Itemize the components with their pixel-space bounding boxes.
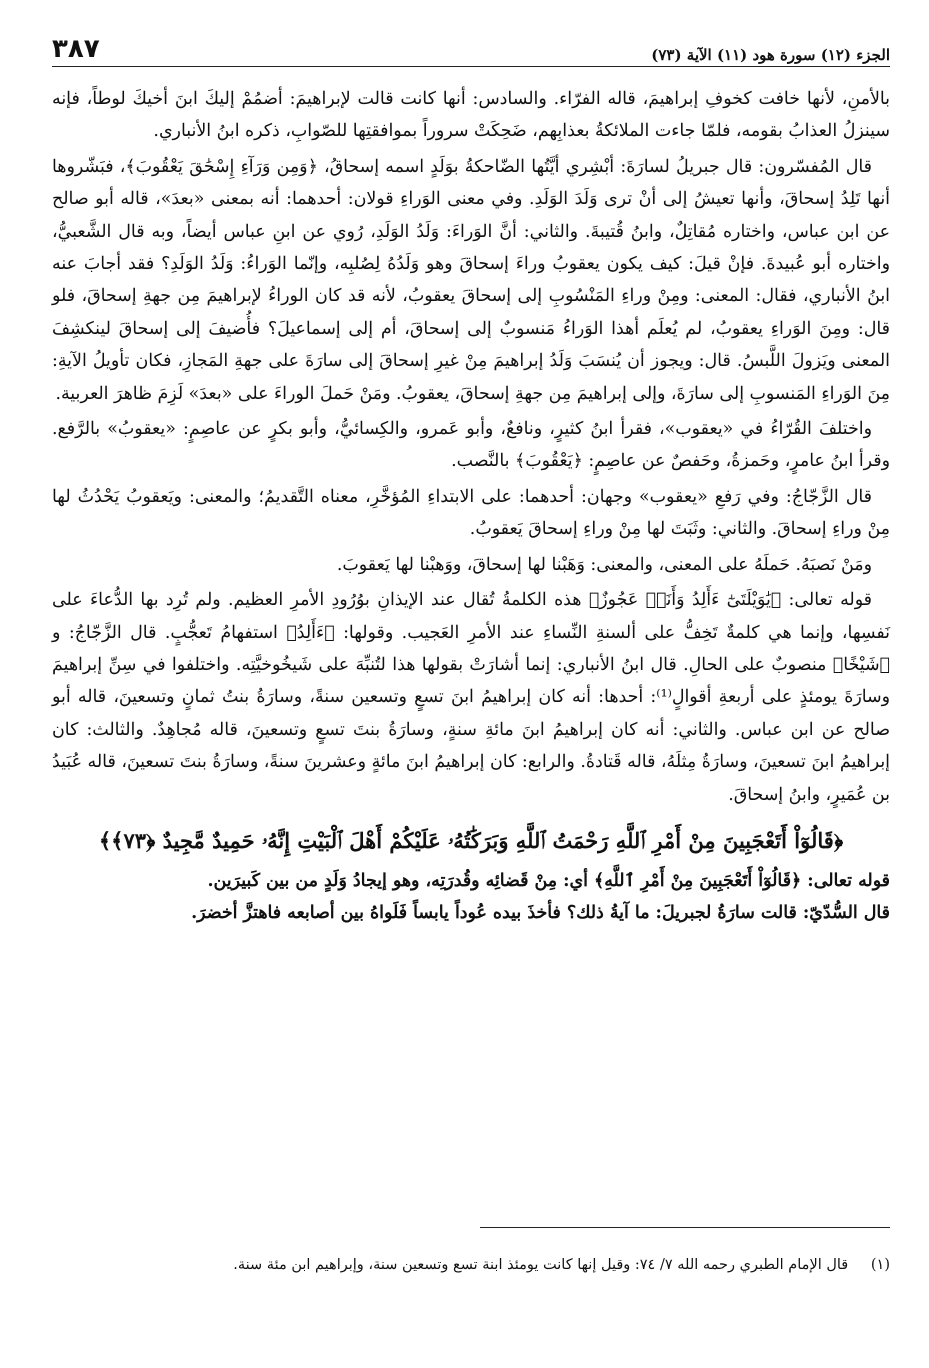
footnote-divider — [480, 1227, 890, 1228]
page — [52, 28, 890, 930]
page-header — [52, 28, 890, 67]
page-number: ٣٨٧ — [52, 34, 100, 64]
running-title: الجزء (١٢) سورة هود (١١) الآية (٧٣) — [651, 46, 890, 64]
quran-verse: ﴿قَالُوٓاْ أَتَعْجَبِينَ مِنْ أَمْرِ ٱللَّهِ رَحْمَتُ ٱللَّهِ وَبَرَكَٰتُهُۥ عَلَيْكُمْ أَهْلَ ٱلْبَيْتِ إِنَّهُۥ حَمِيدٌ مَّجِيدٌ ﴿٧٣﴾﴾ — [98, 827, 844, 853]
footnote — [52, 1252, 890, 1278]
commentary-line: قوله تعالى: ﴿قَالُوٓاْ أَتَعْجَبِينَ مِنْ أَمْرِ ٱللَّهِ﴾ أي: مِنْ قَضائِه وقُدرَتِه، وهو إيجادُ وَلَدٍ من بين كَبيرَين. — [207, 870, 890, 891]
footnote-text: قال الإمام الطبري رحمه الله ٧/ ٧٤: وقيل إنها كانت يومئذ ابنة تسع وتسعين سنة، وإبراهيم ابن مئة سنة. — [233, 1257, 849, 1273]
paragraph: قال الزَّجّاجُ: وفي رَفعِ «يعقوب» وجهان: أحدهما: على الابتداءِ المُؤخَّرِ، معناه التَّقديمُ؛ والمعنى: ويَعقوبُ يَحْدُثُ لها مِنْ وراءِ إسحاقَ. والثاني: وثَبَتَ لها مِنْ وراءِ إسحاقَ يَعقوبُ. — [52, 486, 890, 540]
paragraph: قوله تعالى: ﴿يَٰوَيْلَتَىٰٓ ءَأَلِدُ وَأَنَا۠ عَجُوزٌ﴾ هذه الكلمةُ تُقال عند الإيذانِ بوُرُودِ الأمرِ العظيم. ولم تُرِد بها الدُّعاءَ على نَفسِها، وإنما هي كلمةٌ تَخِفُّ على ألسنةِ النِّساءِ عند الأمرِ العَجيب. وقولها: ﴿ءَأَلِدُ﴾ استفهامُ تَعجُّبٍ. قال الزَّجّاجُ: و ﴿شَيْخًا﴾ منصوبٌ على الحالِ. قال ابنُ الأنباري: إنما أشارَتْ بقولها هذا لتُنبِّهَ على شَيخُوخيَّتِه. واختلفوا في سِنِّ إبراهيمَ وسارَةَ يومئذٍ على أربعةِ أقوالٍ⁽¹⁾: أحدها: أنه كان إبراهيمُ ابنَ تسعٍ وتسعين سنةً، وسارَةُ بنتُ ثمانٍ وتسعينَ، قاله أبو صالح عن ابن عباس. والثاني: أنه كان إبراهيمُ ابنَ مائةِ سنةٍ، وسارَةُ بنتَ تسعٍ وتسعينَ، قاله مُجاهِدٌ. والثالث: كان إبراهيمُ ابنَ تسعينَ، وسارَةُ مِثلَهُ، قاله قَتادةُ. والرابع: كان إبراهيمُ ابنَ مائةٍ وعشرينَ سنةً، وسارَةُ بنتَ تسعينَ، قاله عُبَيدُ بن عُمَيرٍ، وابنُ إسحاقَ. — [52, 590, 890, 805]
paragraph: ومَنْ نَصبَهُ. حَملَهُ على المعنى، والمعنى: وَهَبْنا لها إسحاقَ، ووَهبْنا لها يَعقوبَ. — [336, 554, 872, 575]
commentary-line: قال السُّدّيّ: قالت سارَةُ لجبريلَ: ما آيةُ ذلك؟ فأخذَ بيده عُوداً يابساً فَلَواهُ بين أصابعه فاهتزَّ أخضرَ. — [191, 903, 890, 924]
footnote-number: (١) — [870, 1257, 890, 1273]
paragraph: واختلفَ القُرّاءُ في «يعقوب»، فقرأ ابنُ كثيرٍ، ونافعٌ، وأبو عَمرو، والكِسائيُّ، وأبو بكرٍ عن عاصِمٍ: «يعقوبُ» بالرَّفع. وقرأ ابنُ عامرٍ، وحَمزةُ، وحَفصٌ عن عاصِمٍ: ﴿يَعْقُوبَ﴾ بالنَّصب. — [52, 419, 890, 472]
paragraph: بالأمنِ، لأنها خافت كخوفِ إبراهيمَ، قاله الفرّاء. والسادس: أنها كانت قالت لإبراهيمَ: أضمُمْ إليكَ ابنَ أخيكَ لوطاً، فإنه سينزلُ العذابُ بقومه، فلمّا جاءت الملائكةُ بعذابِهم، ضَحِكَتْ سروراً بموافقتِها للصّوابِ، ذكره ابنُ الأنباري. — [52, 89, 890, 142]
main-text — [52, 83, 890, 930]
paragraph: قال المُفسّرون: قال جبريلُ لسارَةَ: أبْشِري أيَّتُها الضّاحكةُ بوَلَدٍ اسمه إسحاقُ، ﴿وَمِن وَرَآءِ إِسْحَٰقَ يَعْقُوبَ﴾، فبَشّروها أنها تَلِدُ إسحاقَ، وأنها تعيشُ إلى أنْ ترى وَلَدَ الوَلَدِ. وفي معنى الوَراءِ قولان: أحدهما: أنه بمعنى «بعدَ»، قاله أبو صالح عن ابن عباس، واختاره مُقاتِلٌ، وابنُ قُتيبةَ. والثاني: أنَّ الوَراءَ: وَلَدُ الوَلَدِ، رُوي عن ابنِ عباس أيضاً، وبه قال الشَّعبيُّ، واختاره أبو عُبيدةَ. فإنْ قيلَ: كيف يكون يعقوبُ وراءَ إسحاقَ وهو وَلَدُهُ لِصُلبِه، وإنّما الوَراءُ: وَلَدُ الوَلَدِ؟ فقد أجابَ عنه ابنُ الأنباري، فقال: المعنى: ومِنْ وراءِ المَنْسُوبِ إلى إسحاقَ يعقوبُ، لأنه قد كان الوراءُ لإبراهيمَ مِن جهةِ إسحاقَ، فلو قال: ومِنَ الوَراءِ يعقوبُ، لم يُعلَم أهذا الوَراءُ مَنسوبٌ إلى إسحاقَ، أم إلى إسماعيلَ؟ فأُضيفَ إلى إسحاقَ لينكشِفَ المعنى ويَزولَ اللَّبسُ. قال: ويجوز أن يُنسَبَ وَلَدُ إبراهيمَ مِنْ غيرِ إسحاقَ إلى سارَةَ على جهةِ المَجازِ، فكان تأويلُ الآيةِ: مِنَ الوَراءِ المَنسوبِ إلى سارَةَ، وإلى إبراهيمَ مِن جهةِ إسحاقَ، يعقوبُ. ومَنْ حَملَ الوراءَ على «بعدَ» لَزِمَ ظاهرَ العربية. — [52, 156, 890, 404]
